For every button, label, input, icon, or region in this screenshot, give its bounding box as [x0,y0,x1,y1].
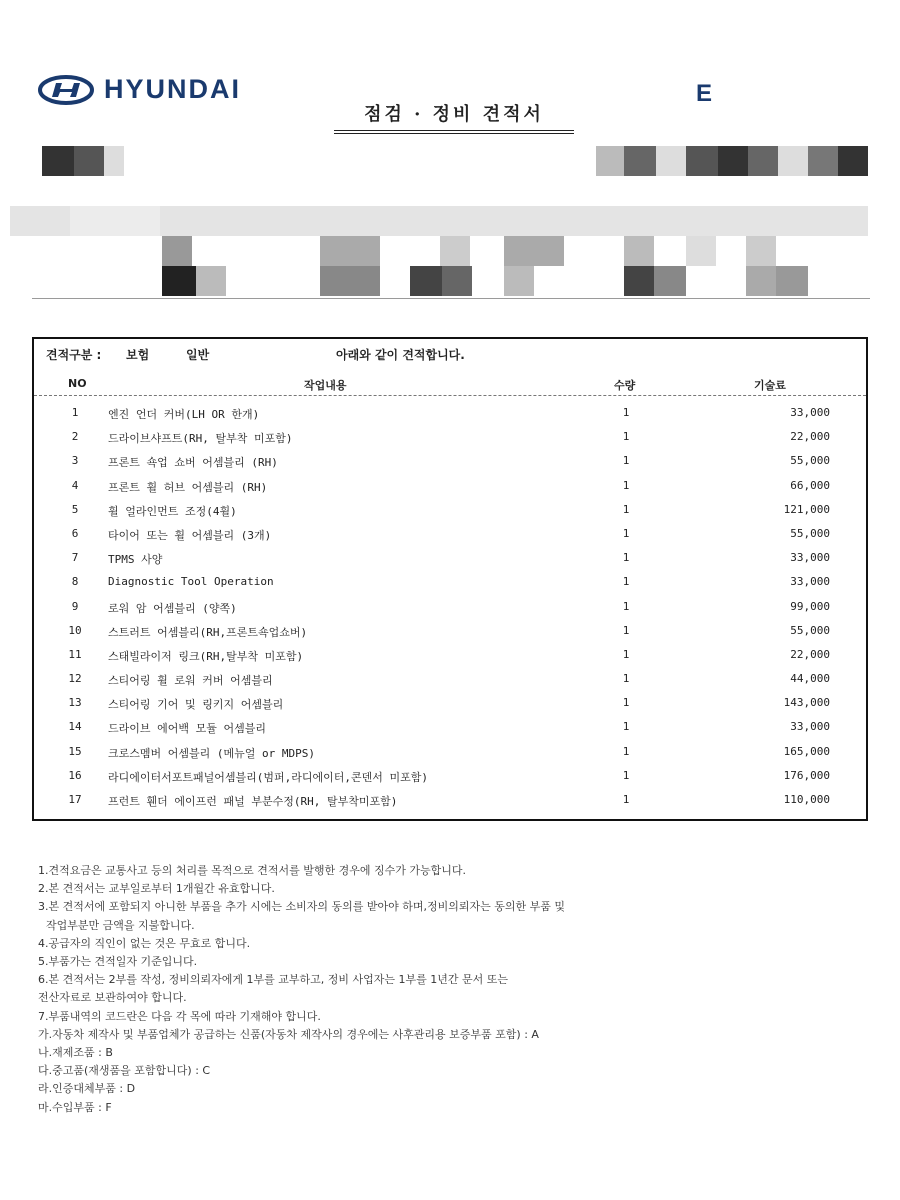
corner-letter: E [696,80,713,107]
row-work: 스트러트 어셈블리(RH,프론트쇽업쇼버) [108,625,308,639]
hyundai-emblem-icon [38,75,94,105]
row-fee: 121,000 [783,502,830,516]
row-fee: 99,000 [790,599,830,613]
estimate-kind-label: 견적구분 : [46,347,102,362]
table-body [34,401,866,812]
row-no: 4 [71,478,79,492]
row-qty: 1 [622,720,630,734]
row-no: 7 [71,551,79,565]
row-qty: 1 [622,768,630,782]
row-fee: 33,000 [790,575,830,589]
row-qty: 1 [622,647,630,661]
table-row [34,691,866,715]
row-qty: 1 [622,502,630,516]
row-work: 엔진 언더 커버(LH OR 한개) [108,408,260,421]
row-work: 드라이브 에어백 모듈 어셈블리 [108,722,267,736]
row-no: 10 [68,623,82,637]
table-row [34,619,866,643]
table-header [34,373,866,396]
column-header-qty: 수량 [614,379,636,392]
row-no: 5 [71,502,79,516]
note-line: 3.본 견적서에 포함되지 아니한 부품을 추가 시에는 소비자의 동의를 받아야 하며,정비의뢰자는 동의한 부품 및 [38,900,565,914]
row-work: 프론트 쇽업 쇼버 어셈블리 (RH) [108,456,278,470]
row-work: Diagnostic Tool Operation [108,575,274,589]
row-fee: 110,000 [783,793,830,806]
row-qty: 1 [622,454,630,468]
row-work: 크로스멤버 어셈블리 (메뉴얼 or MDPS) [108,746,315,760]
table-row [34,425,866,449]
row-no: 9 [71,599,79,613]
row-no: 16 [68,768,82,782]
row-no: 14 [68,720,82,734]
row-fee: 55,000 [790,623,830,637]
row-qty: 1 [622,696,630,710]
row-fee: 33,000 [790,551,830,565]
row-fee: 33,000 [790,406,830,419]
table-row [34,643,866,667]
row-fee: 165,000 [783,744,830,758]
table-row [34,522,866,546]
row-no: 8 [71,575,79,589]
redacted-info-block [10,140,870,300]
row-fee: 22,000 [790,647,830,661]
row-qty: 1 [622,575,630,589]
note-line: 4.공급자의 직인이 없는 것은 무효로 합니다. [38,936,251,950]
table-row [34,764,866,788]
row-fee: 55,000 [790,526,830,540]
note-line: 나.재제조품 : B [38,1046,113,1060]
estimate-statement: 아래와 같이 견적합니다. [336,347,465,362]
document-title: 점검 · 정비 견적서 [334,100,574,134]
row-no: 3 [71,454,79,468]
column-header-no: NO [68,377,87,390]
row-work: 휠 얼라인먼트 조정(4휠) [108,504,237,518]
brand-name: HYUNDAI [104,74,242,104]
row-no: 17 [68,793,82,806]
row-work: 프런트 휀더 에이프런 패널 부분수정(RH, 탈부착미포함) [108,795,398,808]
table-row [34,546,866,570]
row-no: 13 [68,696,82,710]
note-line: 전산자료로 보관하여야 합니다. [38,991,187,1005]
row-qty: 1 [622,793,630,806]
note-line: 마.수입부품 : F [38,1100,112,1114]
row-qty: 1 [622,551,630,565]
table-row [34,715,866,739]
row-work: 프론트 휠 허브 어셈블리 (RH) [108,480,268,494]
estimate-kind-general: 일반 [186,347,210,362]
table-row [34,740,866,764]
row-no: 11 [68,647,82,661]
row-qty: 1 [622,672,630,686]
row-qty: 1 [622,430,630,444]
row-work: 드라이브샤프트(RH, 탈부착 미포함) [108,432,293,446]
row-no: 1 [71,406,79,419]
row-qty: 1 [622,623,630,637]
row-work: 로워 암 어셈블리 (양쪽) [108,601,237,615]
table-row [34,570,866,594]
estimate-notes [38,862,858,1117]
row-work: 타이어 또는 휠 어셈블리 (3개) [108,528,272,542]
table-row [34,595,866,619]
note-line: 1.견적요금은 교통사고 등의 처리를 목적으로 견적서를 발행한 경우에 징수가 가능합니다. [38,864,466,877]
row-no: 6 [71,526,79,540]
table-row [34,474,866,498]
estimate-table [32,337,868,821]
row-no: 2 [71,430,79,444]
estimate-kind-insurance: 보험 [126,347,150,362]
estimate-kind-row [46,343,856,365]
row-fee: 22,000 [790,430,830,444]
note-line: 7.부품내역의 코드란은 다음 각 목에 따라 기재해야 합니다. [38,1009,321,1023]
row-work: TPMS 사양 [108,553,163,567]
row-qty: 1 [622,406,630,419]
row-fee: 176,000 [783,768,830,782]
row-work: 스태빌라이저 링크(RH,탈부착 미포함) [108,649,304,663]
note-line: 라.인증대체부품 : D [38,1082,136,1096]
row-fee: 143,000 [783,696,830,710]
note-line: 6.본 견적서는 2부를 작성, 정비의뢰자에게 1부를 교부하고, 정비 사업자는 1부를 1년간 문서 또는 [38,973,508,987]
note-line: 2.본 견적서는 교부일로부터 1개월간 유효합니다. [38,882,275,896]
row-fee: 55,000 [790,454,830,468]
row-work: 스티어링 휠 로워 커버 어셈블리 [108,674,273,688]
table-row [34,498,866,522]
row-work: 스티어링 기어 및 링키지 어셈블리 [108,698,284,712]
column-header-work: 작업내용 [304,379,347,392]
row-work: 라디에이터서포트패널어셈블리(범퍼,라디에이터,콘덴서 미포함) [108,770,429,784]
row-qty: 1 [622,599,630,613]
note-line: 가.자동차 제작사 및 부품업체가 공급하는 신품(자동차 제작사의 경우에는 사후관리용 보증부품 포함) : A [38,1027,539,1041]
table-row [34,788,866,812]
table-row [34,401,866,425]
note-line: 다.중고품(재생품을 포함합니다) : C [38,1064,211,1078]
row-fee: 44,000 [790,672,830,686]
row-qty: 1 [622,526,630,540]
row-fee: 66,000 [790,478,830,492]
note-line: 작업부분만 금액을 지불합니다. [46,918,195,932]
header-divider [32,298,870,299]
row-qty: 1 [622,744,630,758]
column-header-fee: 기술료 [754,379,786,392]
note-line: 5.부품가는 견적일자 기준입니다. [38,955,198,969]
row-qty: 1 [622,478,630,492]
row-no: 15 [68,744,82,758]
row-no: 12 [68,672,82,686]
row-fee: 33,000 [790,720,830,734]
hyundai-logo [38,74,241,105]
table-row [34,449,866,473]
table-row [34,667,866,691]
